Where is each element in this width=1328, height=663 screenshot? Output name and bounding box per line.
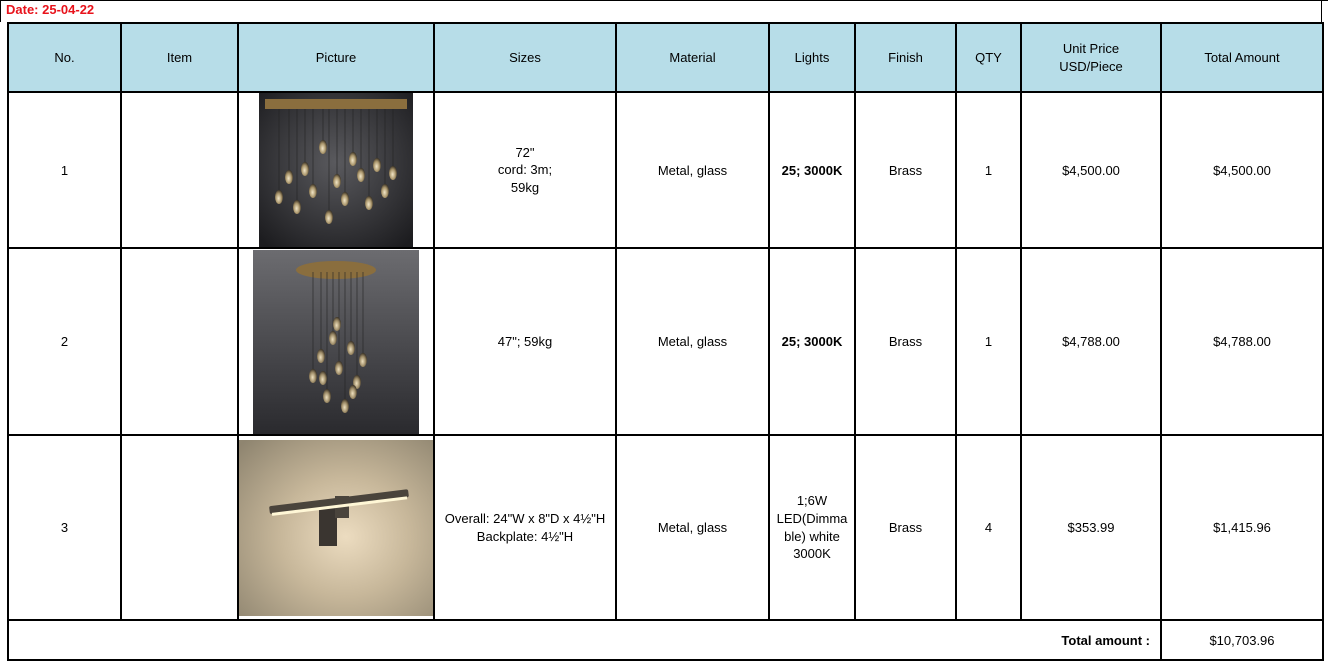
cell-item [121, 92, 238, 248]
header-finish: Finish [855, 23, 956, 92]
cell-lights: 25; 3000K [769, 248, 855, 435]
header-unit-price: Unit Price USD/Piece [1021, 23, 1161, 92]
cell-total: $4,500.00 [1161, 92, 1323, 248]
cell-finish: Brass [855, 92, 956, 248]
cell-sizes: 72" cord: 3m; 59kg [434, 92, 616, 248]
round-chandelier-image [253, 250, 419, 434]
frame-right-border [1321, 0, 1322, 22]
quote-date: Date: 25-04-22 [6, 2, 95, 17]
header-total-amount: Total Amount [1161, 23, 1323, 92]
cell-material: Metal, glass [616, 248, 769, 435]
cell-unit-price: $353.99 [1021, 435, 1161, 620]
cell-lights: 1;6W LED(Dimma ble) white 3000K [769, 435, 855, 620]
table-row [8, 435, 1323, 620]
cell-no: 3 [8, 435, 121, 620]
total-amount-label: Total amount : [8, 620, 1161, 660]
cell-total: $4,788.00 [1161, 248, 1323, 435]
header-lights: Lights [769, 23, 855, 92]
cell-no: 1 [8, 92, 121, 248]
cell-unit-price: $4,500.00 [1021, 92, 1161, 248]
frame-left-border [0, 0, 1, 22]
header-sizes: Sizes [434, 23, 616, 92]
header-no: No. [8, 23, 121, 92]
cell-qty: 1 [956, 248, 1021, 435]
rectangular-chandelier-image [259, 93, 413, 247]
frame-top-border [0, 0, 1328, 1]
cell-no: 2 [8, 248, 121, 435]
header-item: Item [121, 23, 238, 92]
cell-material: Metal, glass [616, 435, 769, 620]
header-picture: Picture [238, 23, 434, 92]
cell-sizes: 47"; 59kg [434, 248, 616, 435]
cell-finish: Brass [855, 435, 956, 620]
cell-material: Metal, glass [616, 92, 769, 248]
total-row [8, 620, 1323, 660]
cell-sizes: Overall: 24"W x 8"D x 4½"H Backplate: 4½"H [434, 435, 616, 620]
header-row [8, 23, 1323, 92]
cell-total: $1,415.96 [1161, 435, 1323, 620]
table-row [8, 248, 1323, 435]
header-material: Material [616, 23, 769, 92]
cell-qty: 1 [956, 92, 1021, 248]
total-amount-value: $10,703.96 [1161, 620, 1323, 660]
cell-item [121, 248, 238, 435]
cell-lights: 25; 3000K [769, 92, 855, 248]
cell-finish: Brass [855, 248, 956, 435]
cell-qty: 4 [956, 435, 1021, 620]
cell-unit-price: $4,788.00 [1021, 248, 1161, 435]
header-qty: QTY [956, 23, 1021, 92]
cell-item [121, 435, 238, 620]
wall-sconce-image [239, 440, 433, 616]
cell-picture [238, 248, 434, 435]
table-row [8, 92, 1323, 248]
cell-picture [238, 92, 434, 248]
cell-picture [238, 435, 434, 620]
quotation-table [7, 22, 1324, 661]
